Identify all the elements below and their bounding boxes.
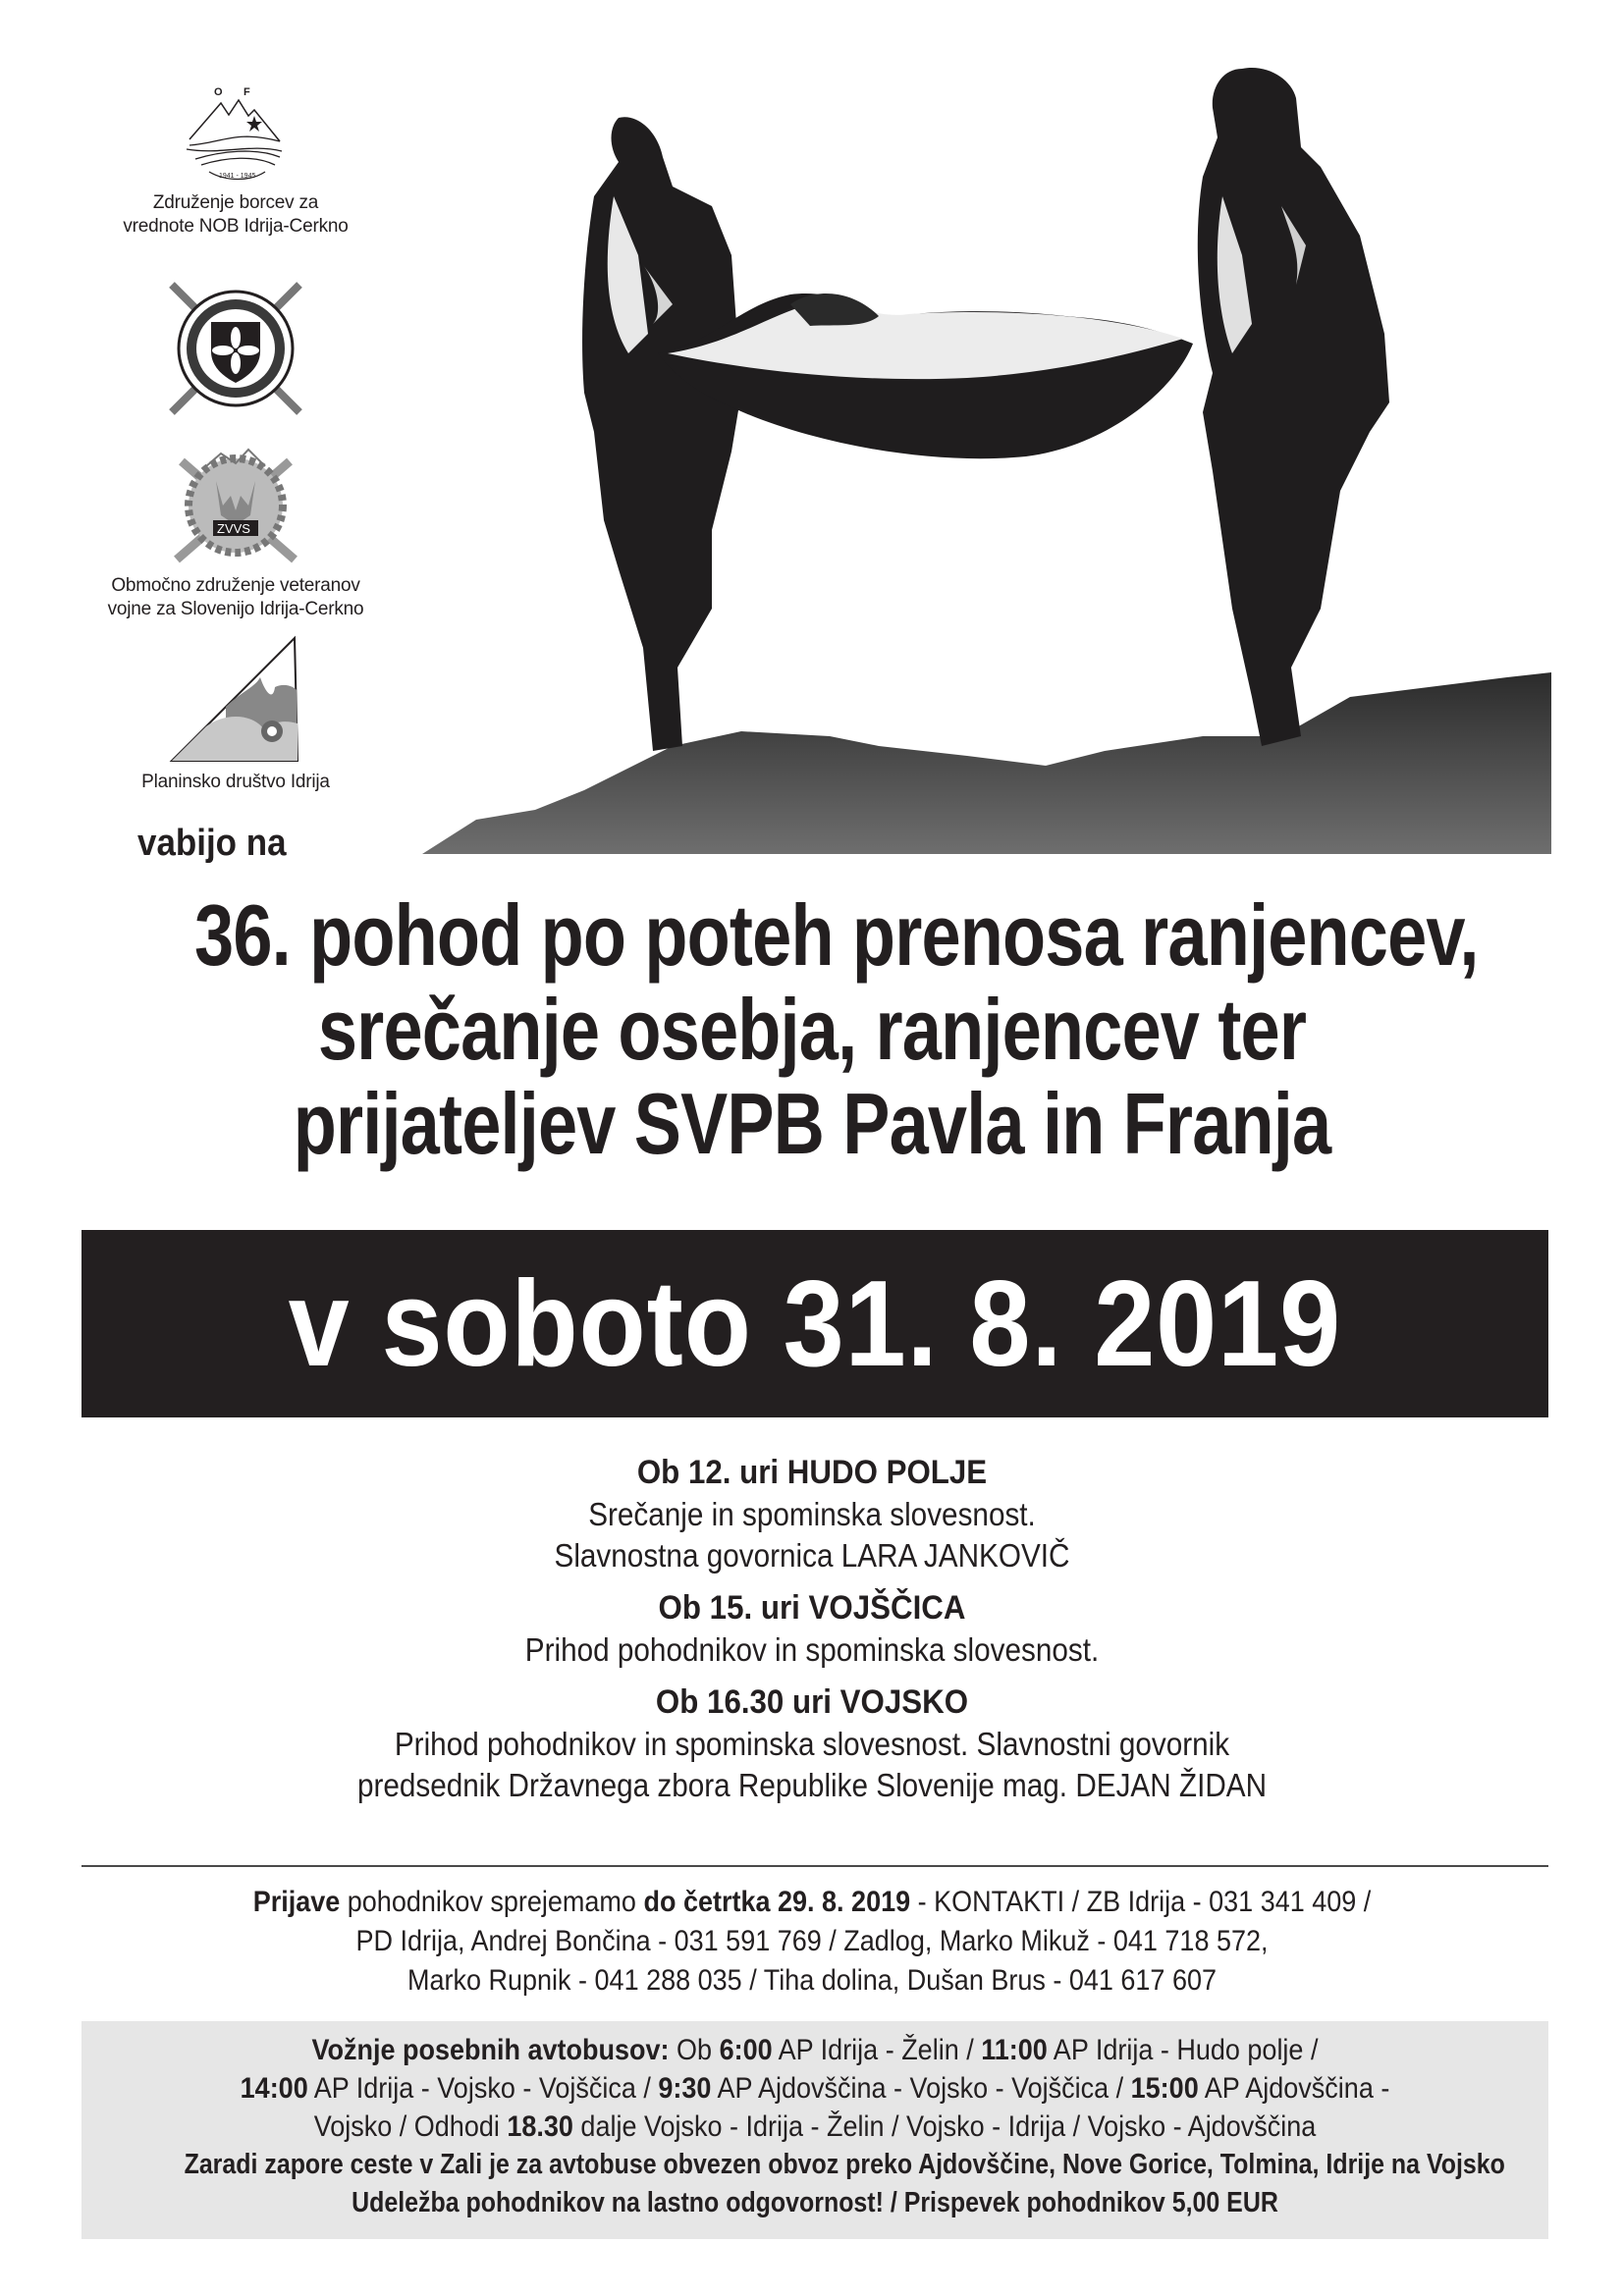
org-name-line1: Območno združenje veteranov [111, 575, 360, 596]
title-line-3: prijateljev SVPB Pavla in Franja [293, 1075, 1331, 1172]
bus-route: AP Ajdovščina - Vojsko - Vojščica / [711, 2072, 1131, 2105]
invite-text: vabijo na [137, 823, 287, 864]
section-divider [81, 1865, 1548, 1867]
registration-line-1 [135, 1883, 1490, 1922]
program-item-line: Prihod pohodnikov in spominska slovesnost. [524, 1631, 1100, 1668]
org-pd-idrija [88, 633, 383, 794]
bus-schedule-box [81, 2021, 1548, 2239]
bus-route: AP Idrija - Hudo polje / [1047, 2034, 1319, 2066]
registration-line-2: PD Idrija, Andrej Bončina - 031 591 769 / Zadlog, Marko Mikuž - 041 718 572, [355, 1925, 1269, 1957]
bus-heading: Vožnje posebnih avtobusov: [311, 2034, 670, 2066]
svg-text:1941 - 1945: 1941 - 1945 [219, 173, 256, 180]
org-dvi-severne-primorske [88, 275, 383, 427]
program-item-heading: Ob 12. uri HUDO POLJE [636, 1454, 988, 1491]
bus-text: Ob [669, 2034, 720, 2066]
detour-notice: Zaradi zapore ceste v Zali je za avtobuse obvezen obvoz preko Ajdovščine, Nove Gorice, Tolmina, Idrije na Vojsko [184, 2149, 1505, 2180]
date-banner [81, 1230, 1548, 1417]
zvvs-wreath-icon [162, 442, 309, 569]
bus-time: 18.30 [507, 2110, 573, 2143]
bus-time: 6:00 [719, 2034, 773, 2066]
svg-text:O: O [214, 86, 223, 98]
registration-text: pohodnikov sprejemamo [340, 1886, 644, 1918]
org-name-line1: Združenje borcev za [152, 192, 319, 213]
bus-line-3 [155, 2108, 1476, 2146]
org-name-line2: vrednote NOB Idrija-Cerkno [123, 216, 349, 237]
program-item [59, 1586, 1565, 1671]
registration-label: Prijave [252, 1886, 341, 1918]
program-item-heading: Ob 16.30 uri VOJSKO [655, 1683, 969, 1721]
of-mountain-star-icon [182, 79, 290, 187]
bus-line-2 [155, 2069, 1476, 2108]
shield-swords-icon [162, 275, 309, 422]
program-item-line: Srečanje in spominska slovesnost. [588, 1496, 1036, 1532]
org-name: Planinsko društvo Idrija [141, 772, 330, 792]
bus-line-1 [155, 2031, 1476, 2069]
event-title [59, 888, 1565, 1171]
bus-route: AP Idrija - Vojsko - Vojščica / [307, 2072, 659, 2105]
stretcher-bearers-illustration [417, 59, 1556, 859]
bus-route: AP Idrija - Želin / [772, 2034, 982, 2066]
org-zb-idrija-cerkno [88, 79, 383, 239]
event-date: v soboto 31. 8. 2019 [288, 1255, 1342, 1392]
program-item-line: Prihod pohodnikov in spominska slovesnost. Slavnostni govornik [394, 1726, 1230, 1762]
org-ozvvs-idrija-cerkno [88, 442, 383, 621]
bus-route: Vojsko / Odhodi [313, 2110, 508, 2143]
svg-text:ZVVS: ZVVS [217, 521, 250, 536]
bus-time: 14:00 [240, 2072, 308, 2105]
title-line-2: srečanje osebja, ranjencev ter [317, 981, 1307, 1078]
bus-route: AP Ajdovščina - [1198, 2072, 1390, 2105]
bus-time: 15:00 [1130, 2072, 1199, 2105]
org-name-line2: vojne za Slovenijo Idrija-Cerkno [107, 599, 364, 619]
registration-contacts [59, 1883, 1565, 2001]
bus-route: dalje Vojsko - Idrija - Želin / Vojsko - Idrija / Vojsko - Ajdovščina [572, 2110, 1317, 2143]
title-line-1: 36. pohod po poteh prenosa ranjencev, [194, 886, 1479, 984]
svg-text:F: F [244, 86, 250, 98]
program-schedule [59, 1451, 1565, 1816]
program-item-line: Slavnostna govornica LARA JANKOVIČ [554, 1537, 1070, 1574]
program-item [59, 1681, 1565, 1806]
program-item-heading: Ob 15. uri VOJŠČICA [658, 1589, 966, 1627]
mountain-triangle-icon [167, 633, 304, 766]
program-item-line: predsednik Državnega zbora Republike Slovenije mag. DEJAN ŽIDAN [356, 1767, 1268, 1803]
registration-contacts-text: - KONTAKTI / ZB Idrija - 031 341 409 / [910, 1886, 1372, 1918]
program-item [59, 1451, 1565, 1576]
bus-time: 9:30 [658, 2072, 712, 2105]
participation-fee-notice: Udeležba pohodnikov na lastno odgovornost! / Prispevek pohodnikov 5,00 EUR [352, 2187, 1278, 2218]
bus-time: 11:00 [981, 2034, 1048, 2066]
registration-deadline: do četrtka 29. 8. 2019 [643, 1886, 911, 1918]
registration-line-3: Marko Rupnik - 041 288 035 / Tiha dolina, Dušan Brus - 041 617 607 [406, 1964, 1218, 1997]
